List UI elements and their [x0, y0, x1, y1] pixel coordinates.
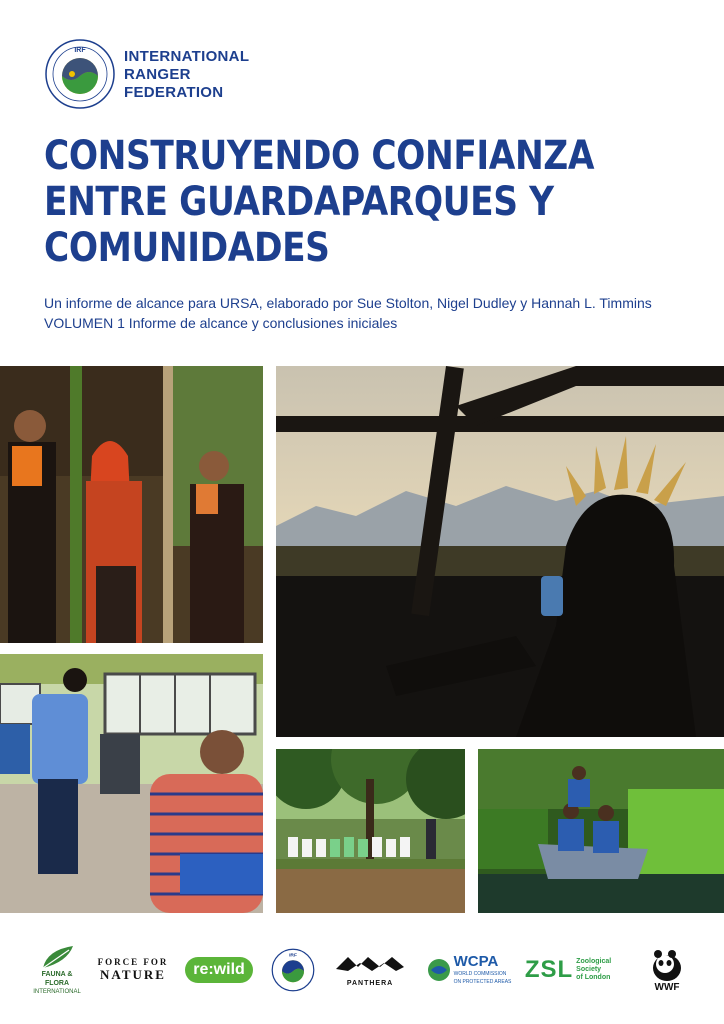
subtitle-volume: VOLUMEN 1 Informe de alcance y conclusiones iniciales	[44, 315, 398, 331]
zsl-sub-2: Society	[576, 966, 602, 973]
org-name-line: INTERNATIONAL	[124, 48, 250, 65]
panthera-cat-icon	[334, 953, 406, 975]
irf-logo	[44, 38, 116, 110]
leaf-icon	[37, 944, 77, 970]
irf-small-seal-icon	[271, 948, 315, 992]
title-line: ENTRE GUARDAPARQUES Y	[44, 179, 554, 225]
subtitle-authors: Un informe de alcance para URSA, elaborado por Sue Stolton, Nigel Dudley y Hannah L. Timmins	[44, 295, 652, 311]
photo-river-boat	[478, 749, 724, 913]
wcpa-sub-1: WORLD COMMISSION	[453, 971, 507, 977]
irf-seal-label: IRF	[74, 47, 86, 54]
panda-icon	[649, 948, 685, 982]
title-line: CONSTRUYENDO CONFIANZA	[44, 133, 595, 179]
org-name-line: FEDERATION	[124, 84, 224, 101]
globe-icon	[427, 958, 451, 982]
force-for-line: FORCE FOR	[97, 957, 169, 967]
logo-fauna-flora	[30, 938, 84, 1002]
fauna-flora-name: FAUNA & FLORA	[41, 970, 73, 987]
org-name-line: RANGER	[124, 66, 191, 83]
photo-children	[0, 366, 263, 643]
photo-community-meeting	[0, 654, 263, 913]
wwf-name: WWF	[654, 981, 680, 993]
zsl-name: ZSL	[524, 956, 574, 983]
nature-line: NATURE	[100, 967, 166, 982]
document-title	[44, 133, 603, 271]
fauna-flora-sub: INTERNATIONAL	[33, 988, 81, 995]
logo-wwf	[644, 938, 690, 1002]
logo-force-for-nature	[94, 938, 172, 1002]
document-subtitle	[44, 293, 652, 333]
photo-forest-gathering	[276, 749, 465, 913]
logo-irf-small	[268, 938, 318, 1002]
zsl-sub-1: Zoological	[576, 958, 612, 965]
photo-jeep-driver	[276, 366, 724, 737]
logo-wcpa	[424, 938, 514, 1002]
wcpa-sub-2: ON PROTECTED AREAS	[453, 979, 512, 985]
title-line: COMUNIDADES	[44, 225, 330, 271]
irf-seal-icon	[44, 38, 116, 110]
irf-small-label: IRF	[289, 953, 297, 959]
zsl-sub-3: of London	[576, 974, 611, 981]
partner-logos	[0, 938, 724, 1008]
logo-panthera	[330, 938, 410, 1002]
logo-zsl	[526, 938, 610, 1002]
logo-rewild	[180, 938, 258, 1002]
wcpa-name: WCPA	[453, 953, 499, 970]
panthera-name: PANTHERA	[346, 980, 394, 987]
org-name	[124, 48, 249, 102]
rewild-wordmark: re:wild	[185, 957, 253, 983]
